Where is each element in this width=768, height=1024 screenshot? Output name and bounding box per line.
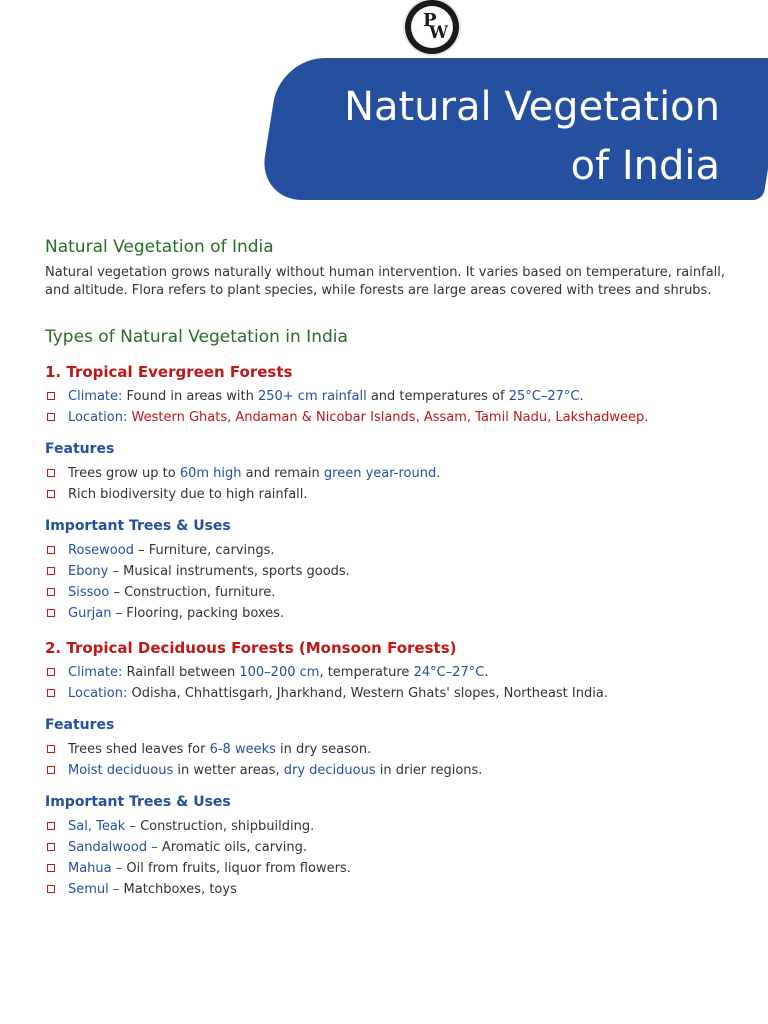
section2-feature1: Trees shed leaves for 6-8 weeks in dry season. xyxy=(45,739,735,760)
bullet-square-icon xyxy=(47,413,55,421)
section2-trees-heading: Important Trees & Uses xyxy=(45,794,231,810)
section1-features-list xyxy=(45,463,735,505)
bullet-square-icon xyxy=(47,490,55,498)
section2-feature2: Moist deciduous in wetter areas, dry deciduous in drier regions. xyxy=(45,760,735,781)
section1-features-heading: Features xyxy=(45,441,115,457)
list-item: Rosewood – Furniture, carvings. xyxy=(45,540,735,561)
pw-logo xyxy=(405,0,459,54)
section1-feature1: Trees grow up to 60m high and remain green year-round. xyxy=(45,463,735,484)
bullet-square-icon xyxy=(47,546,55,554)
banner-title xyxy=(260,78,720,196)
section1-feature2: Rich biodiversity due to high rainfall. xyxy=(45,484,735,505)
bullet-square-icon xyxy=(47,567,55,575)
bullet-square-icon xyxy=(47,469,55,477)
section2-trees-list xyxy=(45,816,735,900)
document-content xyxy=(45,236,735,900)
bullet-square-icon xyxy=(47,745,55,753)
types-heading: Types of Natural Vegetation in India xyxy=(45,327,348,347)
section1-info-list xyxy=(45,386,735,428)
section1-trees-list xyxy=(45,540,735,624)
intro-text: Natural vegetation grows naturally without human intervention. It varies based on temperature, rainfall, and altitude. Flora refers to plant species, while forests are large areas covered with trees and shrubs. xyxy=(45,265,726,298)
logo-letter-w: W xyxy=(429,23,449,43)
section2-features-heading: Features xyxy=(45,717,115,733)
section2-info-list xyxy=(45,662,735,704)
section1-trees-heading: Important Trees & Uses xyxy=(45,518,231,534)
list-item: Sal, Teak – Construction, shipbuilding. xyxy=(45,816,735,837)
section1-climate: Climate: Found in areas with 250+ cm rainfall and temperatures of 25°C–27°C. xyxy=(45,386,735,407)
bullet-square-icon xyxy=(47,689,55,697)
section1-location: Location: Western Ghats, Andaman & Nicobar Islands, Assam, Tamil Nadu, Lakshadweep. xyxy=(45,407,735,428)
list-item: Mahua – Oil from fruits, liquor from flowers. xyxy=(45,858,735,879)
bullet-square-icon xyxy=(47,885,55,893)
banner-title-line1: Natural Vegetation xyxy=(344,84,720,130)
list-item: Ebony – Musical instruments, sports goods. xyxy=(45,561,735,582)
bullet-square-icon xyxy=(47,668,55,676)
bullet-square-icon xyxy=(47,609,55,617)
bullet-square-icon xyxy=(47,766,55,774)
list-item: Sissoo – Construction, furniture. xyxy=(45,582,735,603)
section2-features-list xyxy=(45,739,735,781)
intro-heading: Natural Vegetation of India xyxy=(45,237,274,257)
bullet-square-icon xyxy=(47,822,55,830)
pw-logo-inner xyxy=(411,6,453,48)
list-item: Gurjan – Flooring, packing boxes. xyxy=(45,603,735,624)
logo-letter-p: P xyxy=(423,10,437,31)
bullet-square-icon xyxy=(47,864,55,872)
banner-title-line2: of India xyxy=(570,143,720,189)
section2-title: 2. Tropical Deciduous Forests (Monsoon Forests) xyxy=(45,639,457,657)
section1-title: 1. Tropical Evergreen Forests xyxy=(45,363,293,381)
bullet-square-icon xyxy=(47,843,55,851)
list-item: Sandalwood – Aromatic oils, carving. xyxy=(45,837,735,858)
section2-location: Location: Odisha, Chhattisgarh, Jharkhand, Western Ghats' slopes, Northeast India. xyxy=(45,683,735,704)
list-item: Semul – Matchboxes, toys xyxy=(45,879,735,900)
section2-climate: Climate: Rainfall between 100–200 cm, temperature 24°C–27°C. xyxy=(45,662,735,683)
bullet-square-icon xyxy=(47,588,55,596)
bullet-square-icon xyxy=(47,392,55,400)
